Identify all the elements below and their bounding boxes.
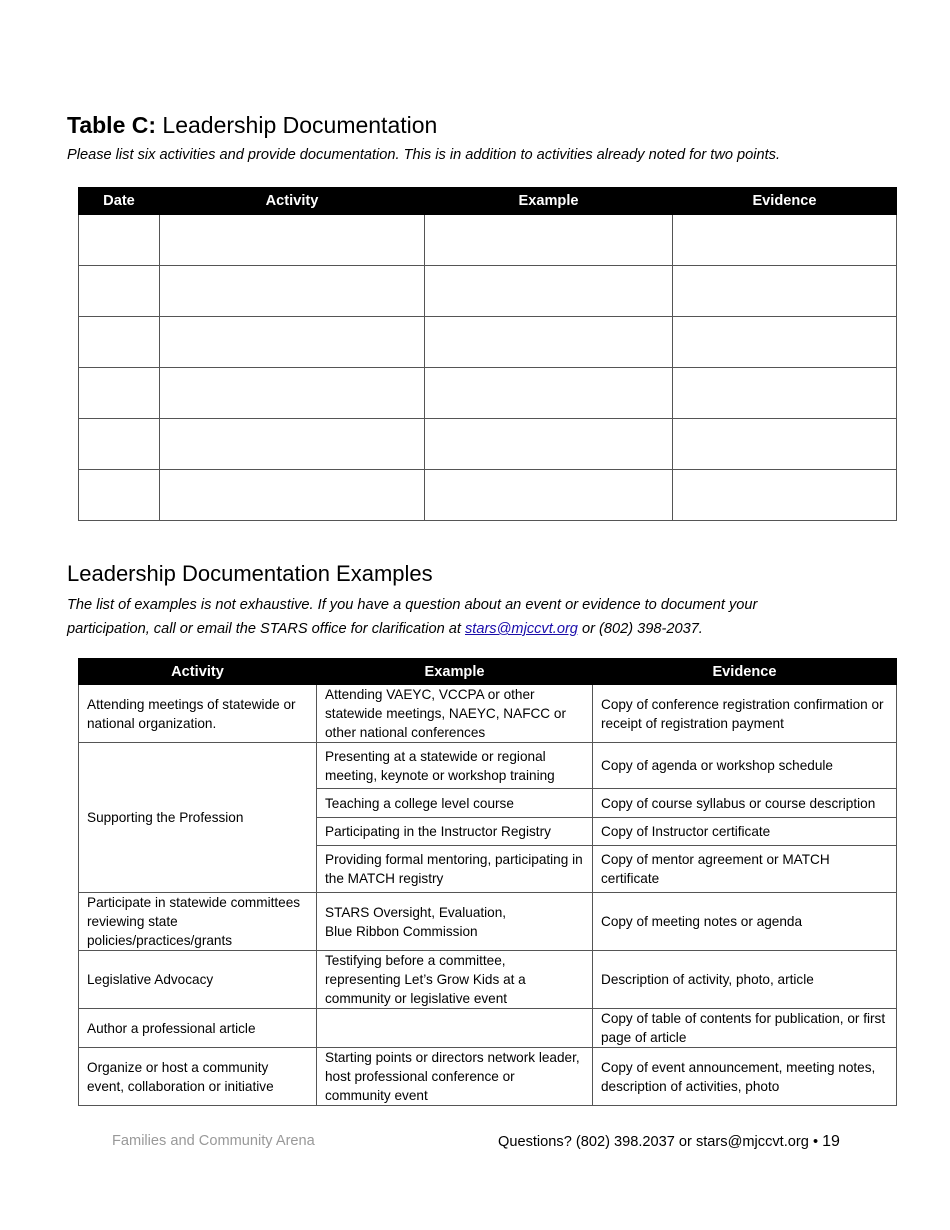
example-cell[interactable] [425, 368, 673, 419]
example-cell [317, 893, 593, 951]
date-cell[interactable] [79, 317, 160, 368]
table-row [79, 470, 897, 521]
example-cell: Testifying before a committee, representing Let’s Grow Kids at a community or legislative event [317, 951, 593, 1009]
table-row [79, 419, 897, 470]
table-row [79, 215, 897, 266]
date-cell[interactable] [79, 215, 160, 266]
table-row [79, 368, 897, 419]
evidence-cell[interactable] [673, 317, 897, 368]
title-rest: Leadership Documentation [156, 112, 438, 138]
evidence-cell: Copy of agenda or workshop schedule [593, 743, 897, 789]
example-line2: Blue Ribbon Commission [325, 923, 478, 939]
example-cell[interactable] [425, 470, 673, 521]
example-line1: STARS Oversight, Evaluation, [325, 904, 507, 920]
intro-line1: The list of examples is not exhaustive. If you have a question about an event or evidence to document your [67, 597, 758, 613]
date-cell[interactable] [79, 266, 160, 317]
example-cell[interactable] [425, 419, 673, 470]
table-row [79, 1048, 897, 1106]
footer-contact [498, 1133, 840, 1151]
table-row [79, 743, 897, 789]
evidence-cell[interactable] [673, 419, 897, 470]
table-row [79, 317, 897, 368]
footer-arena: Families and Community Arena [112, 1133, 315, 1149]
example-cell: Presenting at a statewide or regional meeting, keynote or workshop training [317, 743, 593, 789]
table-c [78, 187, 897, 521]
footer-questions: Questions? (802) 398.2037 or stars@mjccvt.org [498, 1134, 809, 1150]
example-cell: Attending VAEYC, VCCPA or other statewide meetings, NAEYC, NAFCC or other national conferences [317, 685, 593, 743]
email-link[interactable]: stars@mjccvt.org [464, 621, 578, 637]
table-row [79, 685, 897, 743]
intro-line2-pre: participation, call or email the STARS office for clarification at [67, 621, 465, 637]
example-cell [317, 1009, 593, 1048]
example-cell: Starting points or directors network leader, host professional conference or community event [317, 1048, 593, 1106]
evidence-cell[interactable] [673, 368, 897, 419]
evidence-cell: Copy of course syllabus or course description [593, 789, 897, 818]
activity-cell: Legislative Advocacy [79, 951, 317, 1009]
header-evidence: Evidence [673, 188, 897, 215]
title-bold: Table C: [67, 112, 157, 138]
activity-cell: Attending meetings of statewide or national organization. [79, 685, 317, 743]
evidence-cell: Copy of Instructor certificate [593, 818, 897, 846]
evidence-cell: Copy of mentor agreement or MATCH certificate [593, 846, 897, 893]
example-cell[interactable] [425, 266, 673, 317]
example-cell[interactable] [425, 317, 673, 368]
evidence-cell: Copy of meeting notes or agenda [593, 893, 897, 951]
intro-line2-post: or (802) 398-2037. [577, 621, 703, 637]
activity-cell[interactable] [160, 266, 425, 317]
page-title [67, 112, 437, 139]
evidence-cell: Copy of event announcement, meeting notes, description of activities, photo [593, 1048, 897, 1106]
evidence-cell: Description of activity, photo, article [593, 951, 897, 1009]
header-activity: Activity [79, 659, 317, 685]
evidence-cell: Copy of table of contents for publication, or first page of article [593, 1009, 897, 1048]
activity-cell[interactable] [160, 317, 425, 368]
activity-cell: Supporting the Profession [79, 743, 317, 893]
activity-cell[interactable] [160, 419, 425, 470]
date-cell[interactable] [79, 470, 160, 521]
activity-cell: Participate in statewide committees reviewing state policies/practices/grants [79, 893, 317, 951]
footer-bullet: • [812, 1134, 819, 1150]
evidence-cell[interactable] [673, 266, 897, 317]
activity-cell[interactable] [160, 215, 425, 266]
page-number: 19 [822, 1133, 840, 1150]
example-cell[interactable] [425, 215, 673, 266]
examples-intro [67, 593, 887, 641]
examples-table [78, 658, 897, 1106]
evidence-cell[interactable] [673, 215, 897, 266]
activity-cell: Organize or host a community event, collaboration or initiative [79, 1048, 317, 1106]
evidence-cell: Copy of conference registration confirmation or receipt of registration payment [593, 685, 897, 743]
examples-heading: Leadership Documentation Examples [67, 561, 433, 586]
table-row [79, 893, 897, 951]
activity-cell: Author a professional article [79, 1009, 317, 1048]
example-cell: Teaching a college level course [317, 789, 593, 818]
header-example: Example [317, 659, 593, 685]
example-cell: Providing formal mentoring, participating in the MATCH registry [317, 846, 593, 893]
header-activity: Activity [160, 188, 425, 215]
header-evidence: Evidence [593, 659, 897, 685]
date-cell[interactable] [79, 368, 160, 419]
example-cell: Participating in the Instructor Registry [317, 818, 593, 846]
activity-cell[interactable] [160, 368, 425, 419]
header-date: Date [79, 188, 160, 215]
header-example: Example [425, 188, 673, 215]
table-c-instructions: Please list six activities and provide documentation. This is in addition to activities already noted for two points. [67, 147, 781, 163]
table-row [79, 266, 897, 317]
table-row [79, 951, 897, 1009]
evidence-cell[interactable] [673, 470, 897, 521]
date-cell[interactable] [79, 419, 160, 470]
activity-cell[interactable] [160, 470, 425, 521]
table-row [79, 1009, 897, 1048]
